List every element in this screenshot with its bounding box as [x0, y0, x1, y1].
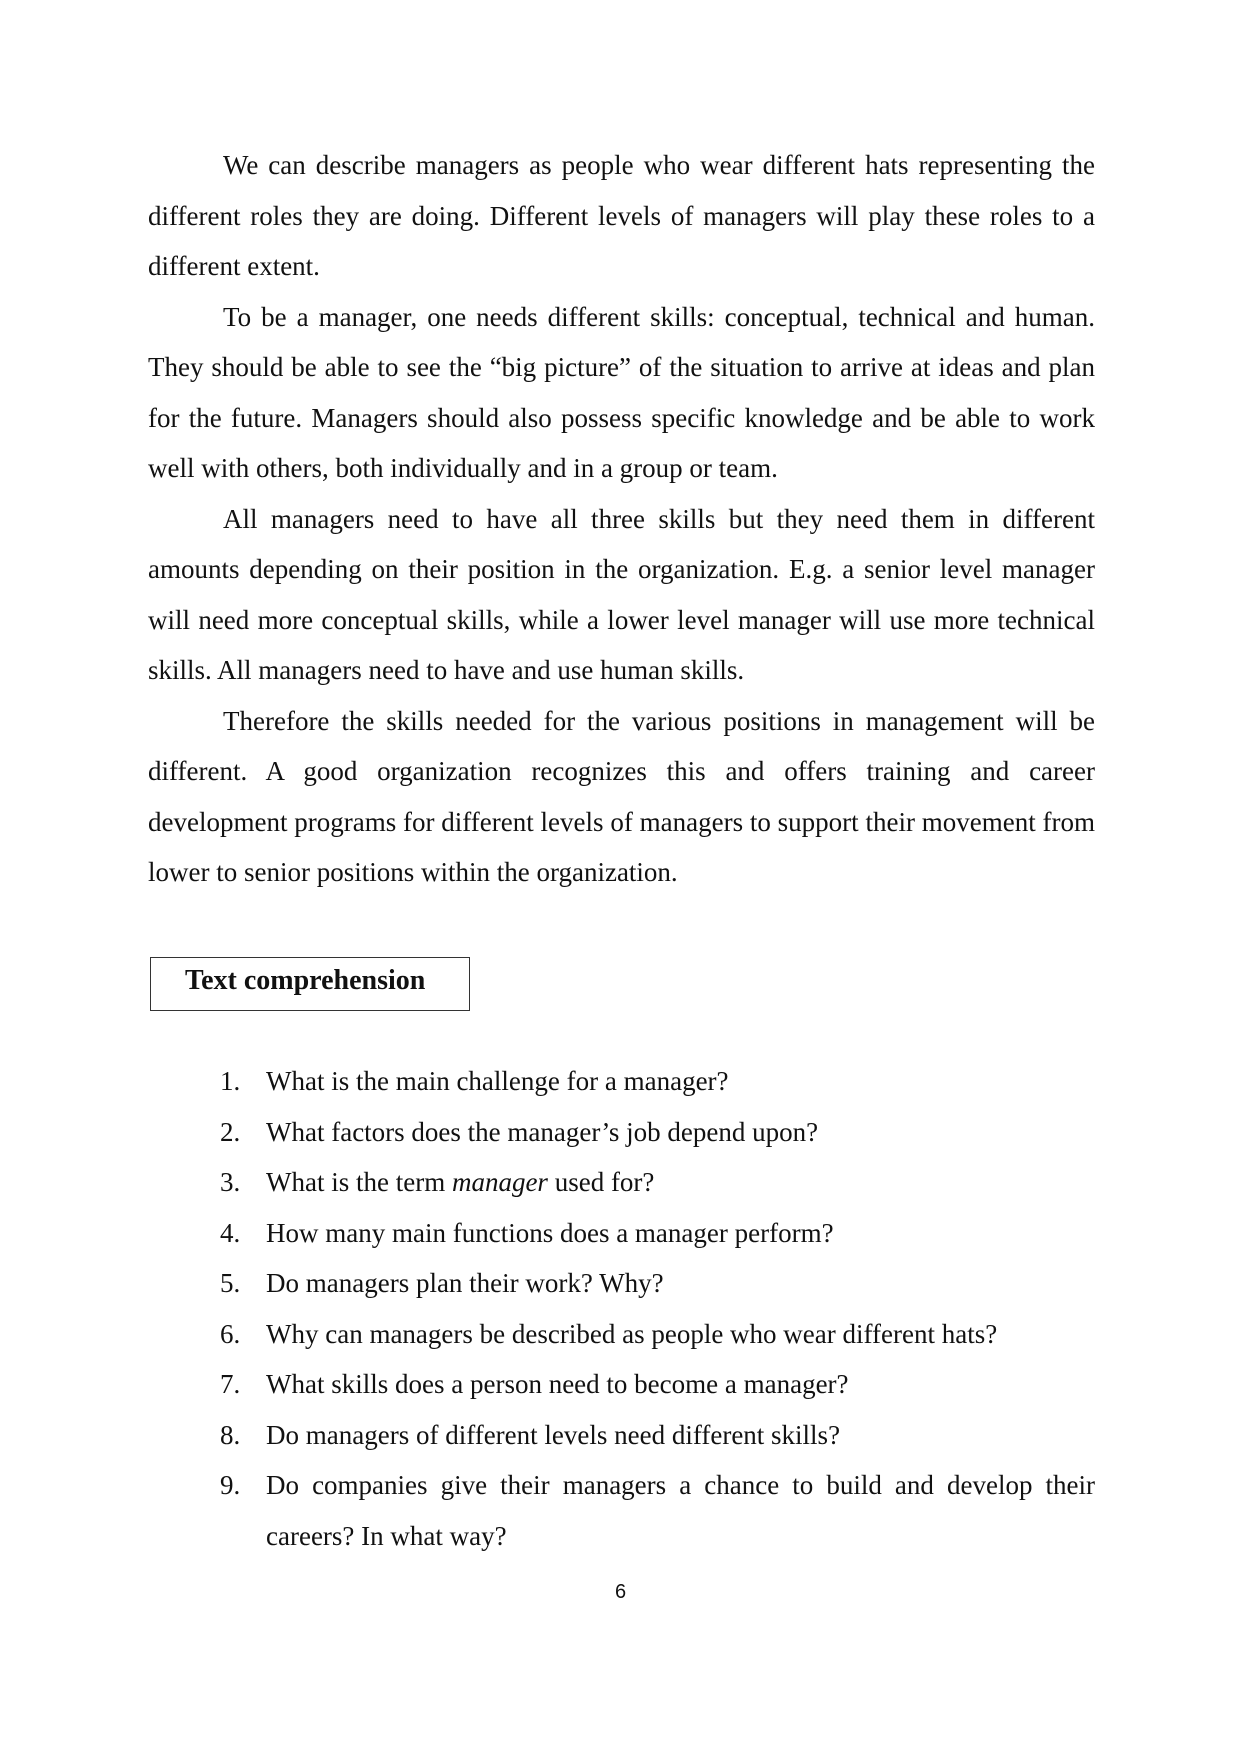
section-heading-box: [150, 957, 470, 1011]
question-item: [220, 1157, 1095, 1208]
section-title: Text comprehension: [185, 965, 426, 996]
paragraph: Therefore the skills needed for the various positions in management will be different. A good organization recognizes this and offers training and career development programs for different levels of managers to support their movement from lower to senior positions within the organization.: [148, 705, 1095, 887]
question-item: [220, 1410, 1095, 1461]
question-item: [220, 1309, 1095, 1360]
question-number: 5.: [220, 1268, 241, 1298]
question-number: 3.: [220, 1167, 241, 1197]
body-text: [148, 140, 1095, 898]
question-item: [220, 1359, 1095, 1410]
page-number: 6: [614, 1581, 627, 1603]
emphasized-term: manager: [451, 1167, 548, 1197]
question-number: 4.: [220, 1217, 241, 1248]
question-text: Do managers of different levels need different skills?: [266, 1419, 841, 1450]
question-text: What is the main challenge for a manager?: [266, 1066, 729, 1096]
question-item: [220, 1056, 1095, 1107]
question-text: Do managers plan their work? Why?: [266, 1268, 664, 1298]
paragraph: All managers need to have all three skills but they need them in different amounts depending on their position in the organization. E.g. a senior level manager will need more conceptual skills, while a lower level manager will use more technical skills. All managers need to have and use human skills.: [148, 503, 1095, 685]
question-text: Do companies give their managers a chance to build and develop their careers? In what way?: [266, 1470, 1095, 1551]
question-item: [220, 1258, 1095, 1309]
question-text: [266, 1167, 654, 1197]
question-text: What skills does a person need to become a manager?: [266, 1369, 849, 1399]
question-item: [220, 1107, 1095, 1158]
question-number: 9.: [220, 1470, 241, 1500]
question-text-part: What is the term: [266, 1167, 452, 1197]
question-text: Why can managers be described as people who wear different hats?: [266, 1318, 998, 1349]
question-number: 8.: [220, 1419, 241, 1450]
question-text-part: used for?: [547, 1167, 655, 1197]
question-text: What factors does the manager’s job depend upon?: [266, 1116, 819, 1147]
question-item: [220, 1208, 1095, 1259]
question-text: How many main functions does a manager perform?: [266, 1217, 834, 1248]
question-number: 6.: [220, 1318, 241, 1349]
paragraph: To be a manager, one needs different skills: conceptual, technical and human. They should be able to see the “big picture” of the situation to arrive at ideas and plan for the future. Managers should also possess specific knowledge and be able to work well with others, both individually and in a group or team.: [148, 301, 1095, 483]
paragraph: We can describe managers as people who wear different hats representing the different roles they are doing. Different levels of managers will play these roles to a different extent.: [148, 150, 1095, 281]
question-list: [220, 1056, 1095, 1561]
question-number: 2.: [220, 1116, 241, 1147]
question-number: 1.: [220, 1066, 241, 1096]
question-number: 7.: [220, 1369, 241, 1399]
question-item: [220, 1460, 1095, 1561]
